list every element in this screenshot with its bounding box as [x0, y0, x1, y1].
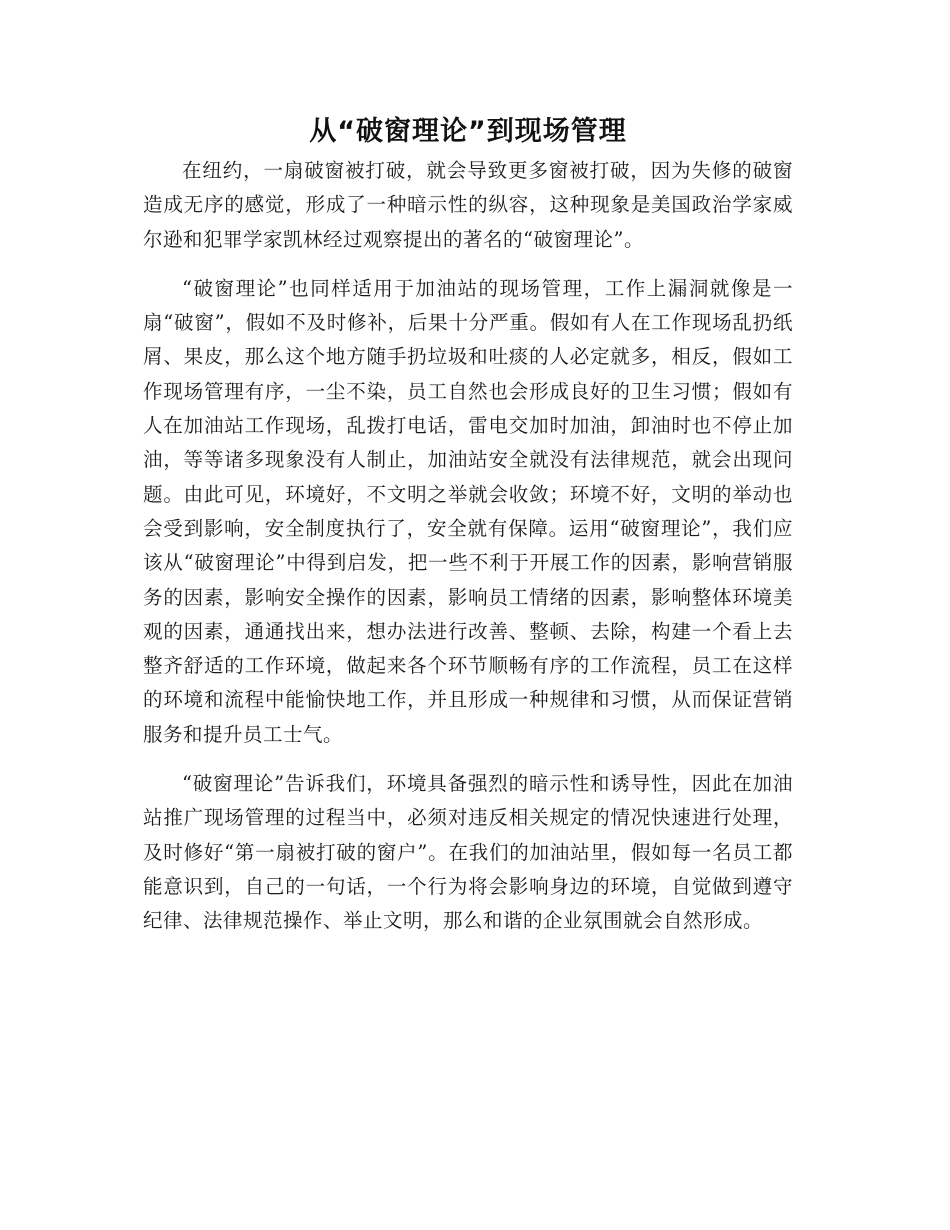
article-title: 从“破窗理论”到现场管理 [309, 116, 627, 147]
paragraph-intro: 在纽约，一扇破窗被打破，就会导致更多窗被打破，因为失修的破窗造成无序的感觉，形成了一种暗示性的纵容，这种现象是美国政治学家威尔逊和犯罪学家凯林经过观察提出的著名的“破窗理论”。 [143, 159, 793, 251]
paragraph-conclusion: “破窗理论”告诉我们，环境具备强烈的暗示性和诱导性，因此在加油站推广现场管理的过程当中，必须对违反相关规定的情况快速进行处理，及时修好“第一扇被打破的窗户”。在我们的加油站里，假如每一名员工都能意识到，自己的一句话，一个行为将会影响身边的环境，自觉做到遵守纪律、法律规范操作、举止文明，那么和谐的企业氛围就会自然形成。 [143, 772, 793, 933]
paragraph-application: “破窗理论”也同样适用于加油站的现场管理，工作上漏洞就像是一扇“破窗”，假如不及时修补，后果十分严重。假如有人在工作现场乱扔纸屑、果皮，那么这个地方随手扔垃圾和吐痰的人必定就多，相反，假如工作现场管理有序，一尘不染，员工自然也会形成良好的卫生习惯；假如有人在加油站工作现场，乱拨打电话，雷电交加时加油，卸油时也不停止加油，等等诸多现象没有人制止，加油站安全就没有法律规范，就会出现问题。由此可见，环境好，不文明之举就会收敛；环境不好，文明的举动也会受到影响，安全制度执行了，安全就有保障。运用“破窗理论”，我们应该从“破窗理论”中得到启发，把一些不利于开展工作的因素，影响营销服务的因素，影响安全操作的因素，影响员工情绪的因素，影响整体环境美观的因素，通通找出来，想办法进行改善、整顿、去除，构建一个看上去整齐舒适的工作环境，做起来各个环节顺畅有序的工作流程，员工在这样的环境和流程中能愉快地工作，并且形成一种规律和习惯，从而保证营销服务和提升员工士气。 [143, 276, 793, 746]
article [143, 112, 793, 954]
